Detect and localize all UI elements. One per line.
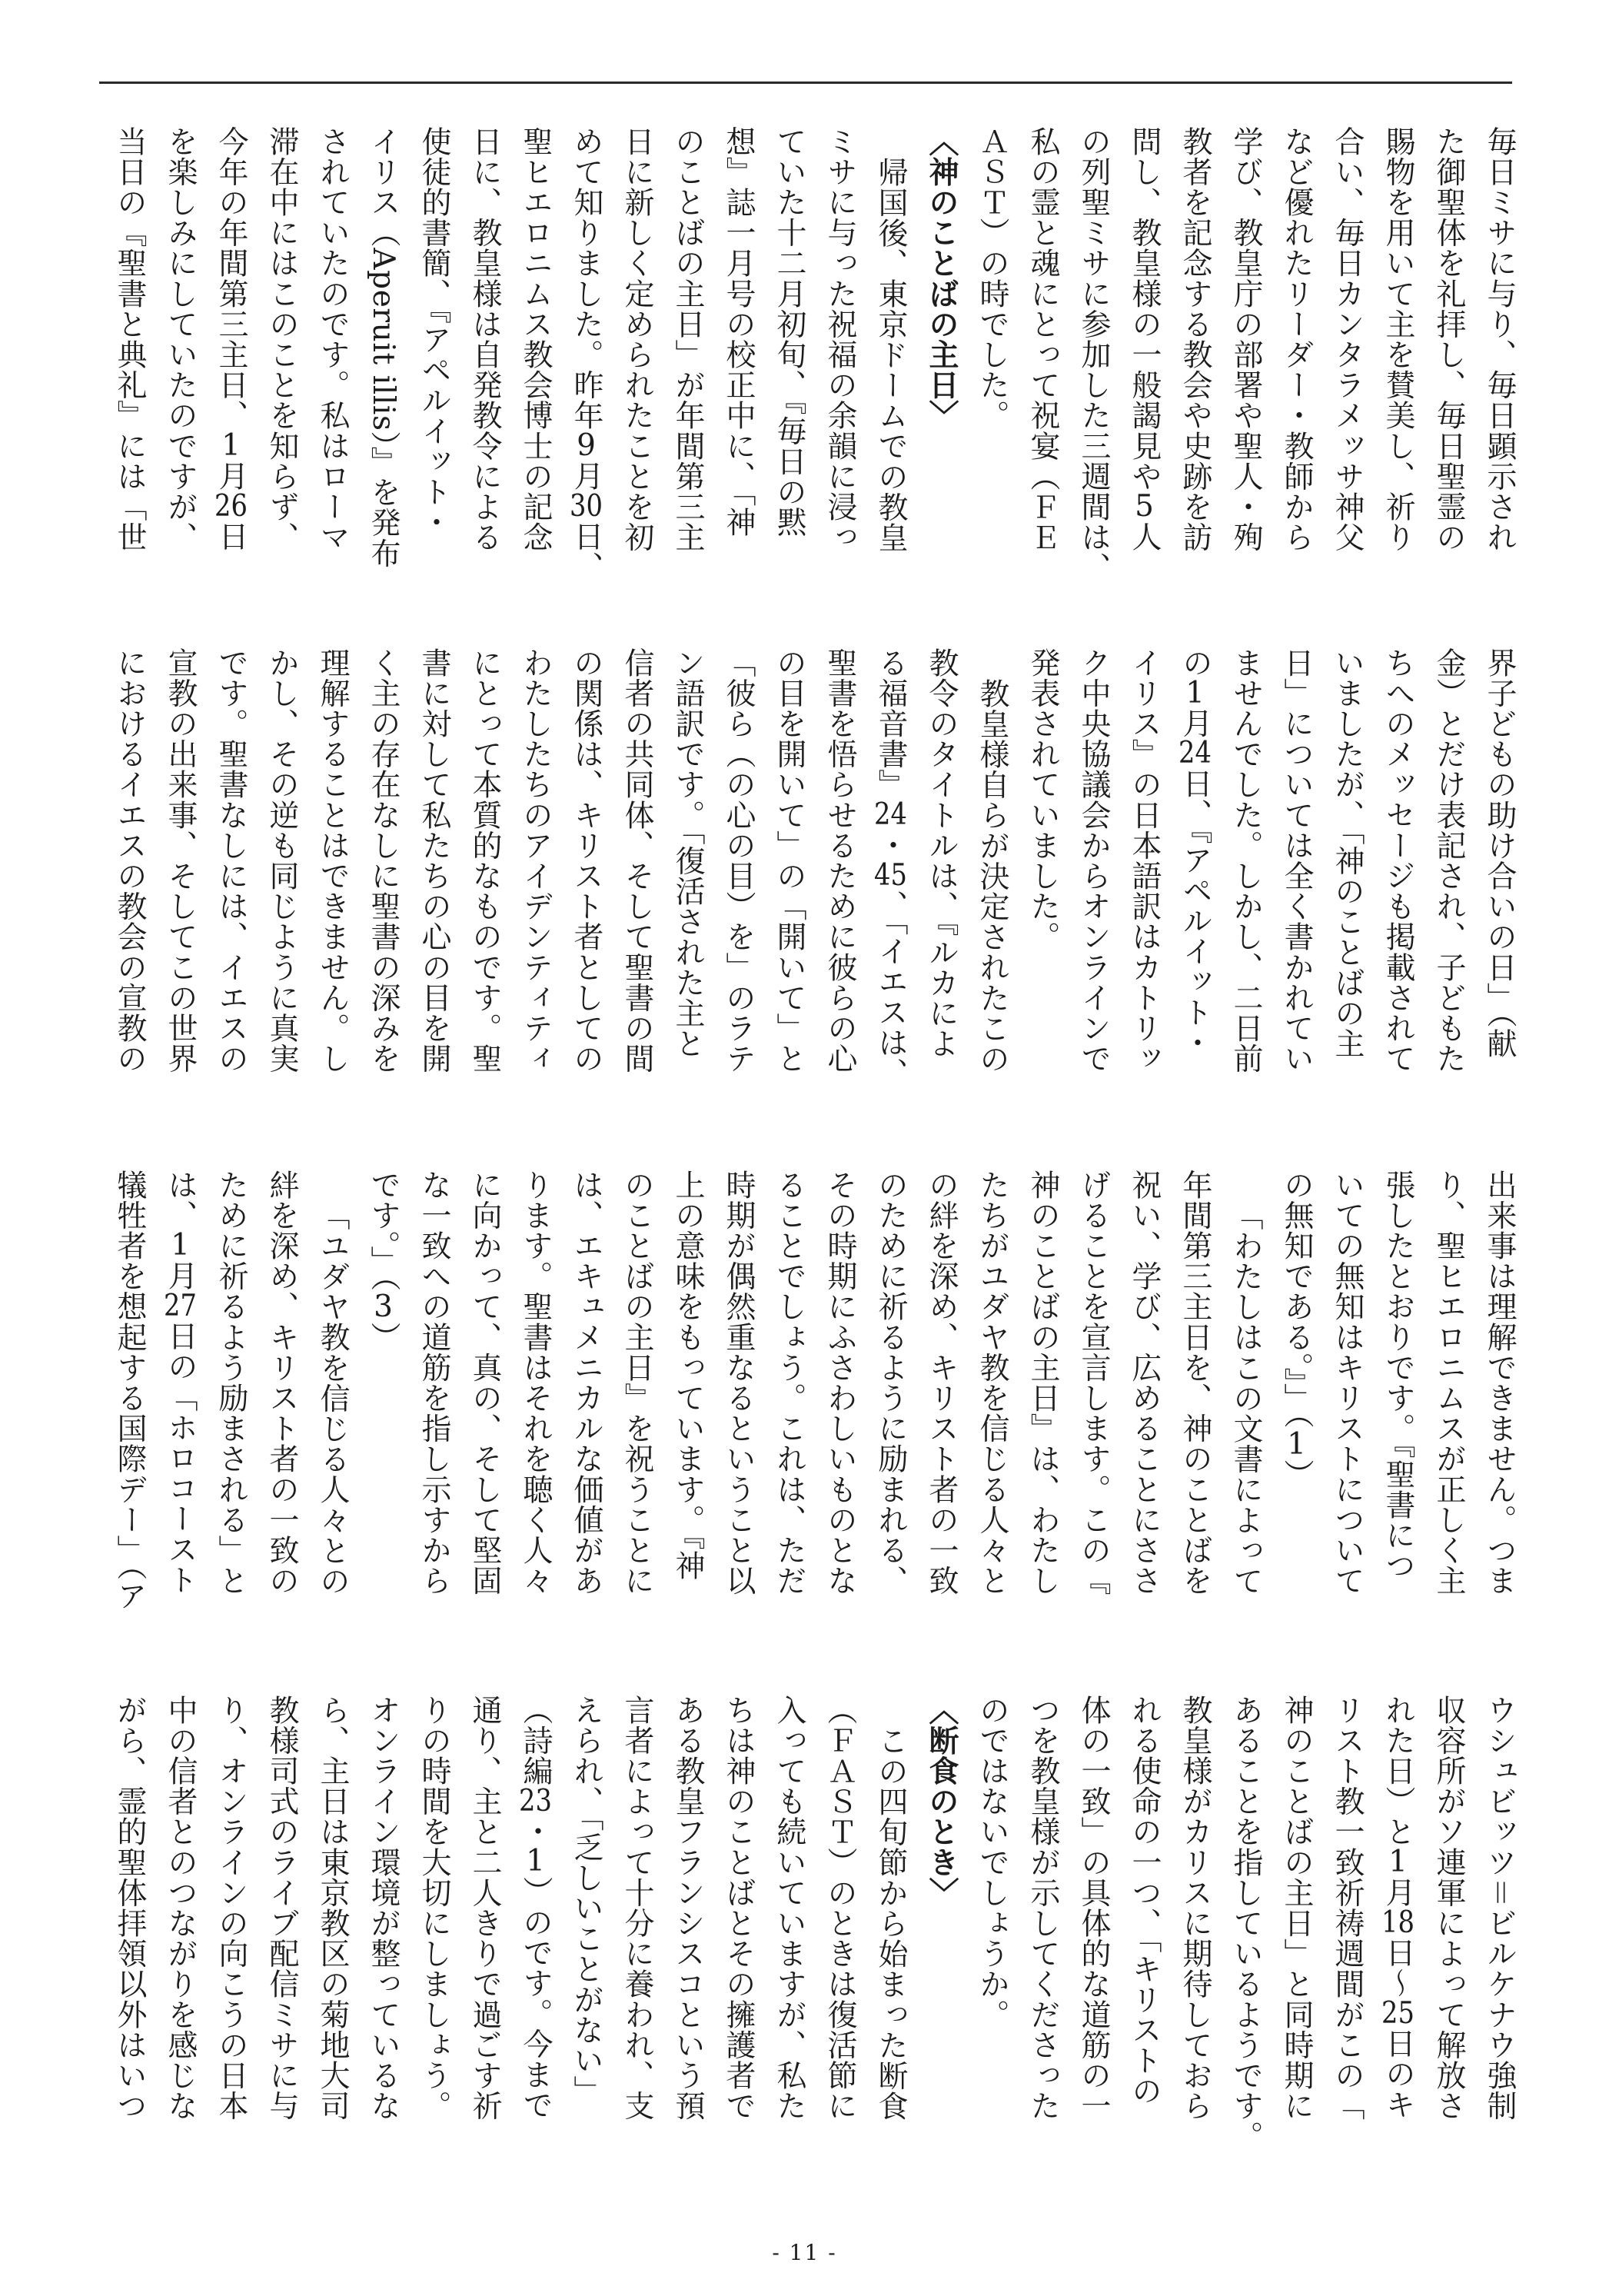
upright-number: 27 (164, 1290, 197, 1321)
upright-number: 1 (526, 1846, 545, 1877)
text-column: たちがユダヤ教を信じる人々と (975, 1170, 1009, 1596)
text-column: 「わたしはこの文書によって (1228, 1200, 1263, 1596)
text-column: 教様司式のライブ配信ミサに与 (264, 1695, 299, 2121)
text-column: は、1月27日の「ホロコースト (163, 1170, 198, 1596)
text-column: オンライン環境が整っているな (366, 1695, 401, 2121)
text-column: 収容所がソ連軍によって解放さ (1431, 1695, 1466, 2121)
text-column: 理解することはできません。し (315, 647, 350, 1074)
text-column: 毎日ミサに与り、毎日顕示され (1482, 126, 1517, 553)
text-column: 帰国後、東京ドームでの教皇 (873, 156, 908, 553)
text-column: わたしたちのアイデンティティ (518, 647, 553, 1074)
text-column: ために祈るよう励まされる」と (214, 1170, 248, 1596)
text-column: 「ユダヤ教を信じる人々との (315, 1200, 350, 1596)
text-column: です。」（3） (366, 1170, 401, 1353)
text-column: におけるイエスの教会の宣教の (112, 647, 147, 1074)
text-column: 中の信者とのつながりを感じな (163, 1695, 198, 2121)
upright-number: 1 (1185, 677, 1205, 708)
text-column: 当日の『聖書と典礼』には「世 (112, 126, 147, 553)
text-column: 神のことばの主日』は、わたし (1026, 1170, 1060, 1596)
text-column: 想』誌一月号の校正中に、「神 (721, 126, 756, 537)
text-column: れる使命の一つ、「キリストの (1127, 1695, 1162, 2106)
text-column: 日」については全く書かれてい (1279, 647, 1314, 1074)
upright-number: 9 (577, 431, 596, 461)
top-rule (99, 82, 1512, 84)
text-column: 使徒的書簡、『アペルイット・ (417, 126, 451, 537)
text-column: の列聖ミサに参加した三週間は、 (1076, 126, 1111, 583)
text-column: 絆を深め、キリスト者の一致の (264, 1170, 299, 1596)
text-column: 時期が偶然重なるということ以 (721, 1170, 756, 1596)
text-column: 学び、教皇庁の部署や聖人・殉 (1228, 126, 1263, 553)
text-column: 入っても続いていますが、私た (772, 1695, 806, 2121)
text-column: 日に新しく定められたことを初 (620, 126, 654, 553)
text-column: その時期にふさわしいものとな (823, 1170, 857, 1596)
upright-number: 45 (874, 860, 907, 890)
text-column: のために祈るように励まれる、 (873, 1170, 908, 1596)
text-column: （詩編23・1）のです。今まで (518, 1695, 553, 2121)
text-column: に向かって、真の、そして堅固 (467, 1170, 502, 1596)
text-column: ちは神のことばとその擁護者で (721, 1695, 756, 2121)
text-column: されていたのです。私はローマ (315, 126, 350, 553)
upright-number: 3 (374, 1292, 393, 1322)
text-column: かし、その逆も同じように真実 (264, 647, 299, 1074)
text-column: 上の意味をもっています。『神 (670, 1170, 705, 1581)
text-column: 私の霊と魂にとって祝宴（ＦＥ (1026, 126, 1060, 553)
text-column: り、オンラインの向こうの日本 (214, 1695, 248, 2121)
text-column: 書に対して私たちの心の目を開 (417, 647, 451, 1074)
text-column: 教皇様がカリスに期待しておら (1178, 1695, 1212, 2121)
text-column: 通り、主と二人きりで過ごす祈 (467, 1695, 502, 2121)
text-column: 金）とだけ表記され、子どもた (1431, 647, 1466, 1074)
text-column: 合い、毎日カンタラメッサ神父 (1330, 126, 1365, 553)
text-column: 犠牲者を想起する国際デー」（ア (112, 1170, 147, 1612)
text-column: 「彼ら（の心の目）を」のラテ (721, 647, 756, 1074)
text-column: を楽しみにしていたのですが、 (163, 126, 198, 553)
text-column: イリス（Aperuit illis）』を発布 (366, 126, 401, 569)
text-column: れた日）と1月18日～25日のキ (1381, 1695, 1415, 2120)
text-column: 賜物を用いて主を賛美し、祈り (1381, 126, 1415, 553)
upright-number: 30 (570, 491, 603, 521)
text-column: りの時間を大切にしましょう。 (417, 1695, 451, 2121)
upright-number: 25 (1381, 1998, 1415, 2028)
text-tier-2 (104, 647, 1524, 1089)
text-column: た御聖体を礼拝し、毎日聖霊の (1431, 126, 1466, 553)
text-column: にとって本質的なものです。聖 (467, 647, 502, 1074)
text-column: ていた十二月初旬、『毎日の黙 (772, 126, 806, 537)
text-column: な一致への道筋を指し示すから (417, 1170, 451, 1596)
text-column: ることでしょう。これは、ただ (772, 1170, 806, 1596)
text-column: り、聖ヒエロニムスが正しく主 (1431, 1170, 1466, 1596)
upright-number: 1 (1287, 1429, 1306, 1459)
text-column: など優れたリーダー・教師から (1279, 126, 1314, 553)
text-column: いましたが、「神のことばの主 (1330, 647, 1365, 1059)
text-column: の絆を深め、キリスト者の一致 (924, 1170, 959, 1596)
upright-number: 1 (171, 1230, 190, 1261)
text-tier-4 (104, 1695, 1524, 2151)
text-column: 発表されていました。 (1026, 647, 1060, 952)
text-column: のことばの主日」が年間第三主 (670, 126, 705, 553)
text-column: 体の一致」の具体的な道筋の一 (1076, 1695, 1111, 2121)
text-column: この四旬節から始まった断食 (873, 1725, 908, 2121)
text-column: えられ、「乏しいことがない」 (569, 1695, 603, 2106)
text-column: 今年の年間第三主日、1月26日 (214, 126, 248, 552)
text-column: 教者を記念する教会や史跡を訪 (1178, 126, 1212, 553)
text-column: イリス』の日本語訳はカトリッ (1127, 647, 1162, 1074)
text-column: あることを指しているようです。 (1228, 1695, 1263, 2151)
upright-number: 18 (1381, 1907, 1415, 1938)
text-column: ク中央協議会からオンラインで (1076, 647, 1111, 1074)
text-column: る福音書』24・45、「イエスは、 (873, 647, 908, 1089)
text-column: がら、霊的聖体拝領以外はいつ (112, 1695, 147, 2121)
text-column: 聖書を悟らせるために彼らの心 (823, 647, 857, 1074)
section-heading: 〈断食のとき〉 (924, 1695, 959, 1908)
upright-number: 1 (1388, 1847, 1408, 1877)
text-column: げることを宣言します。この『 (1076, 1170, 1111, 1596)
text-column: 張したとおりです。『聖書につ (1381, 1170, 1415, 1581)
upright-number: 24 (1178, 738, 1212, 769)
text-column: の1月24日、『アペルイット・ (1178, 647, 1212, 1058)
page-number: - 11 - (772, 2240, 837, 2265)
text-column: ＡＳＴ）の時でした。 (975, 126, 1009, 431)
text-column: 年間第三主日を、神のことばを (1178, 1170, 1212, 1596)
text-column: の関係は、キリスト者としての (569, 647, 603, 1074)
text-column: ちへのメッセージも掲載されて (1381, 647, 1415, 1074)
text-column: 聖ヒエロニムス教会博士の記念 (518, 126, 553, 553)
text-column: ミサに与った祝福の余韻に浸っ (823, 126, 857, 553)
text-column: 問し、教皇様の一般謁見や5人 (1127, 126, 1162, 552)
text-tier-1 (104, 126, 1524, 583)
upright-number: 1 (221, 431, 241, 461)
text-column: 信者の共同体、そして聖書の間 (620, 647, 654, 1074)
text-column: 教皇様自らが決定されたこの (975, 677, 1009, 1074)
text-column: 出来事は理解できません。つま (1482, 1170, 1517, 1596)
text-column: いての無知はキリストについて (1330, 1170, 1365, 1596)
text-column: ります。聖書はそれを聴く人々 (518, 1170, 553, 1596)
section-heading: 〈神のことばの主日〉 (924, 126, 959, 431)
text-column: 滞在中にはこのことを知らず、 (264, 126, 299, 553)
text-column: 神のことばの主日」と同時期に (1279, 1695, 1314, 2121)
text-column: 界子どもの助け合いの日」（献 (1482, 647, 1517, 1059)
text-column: です。聖書なしには、イエスの (214, 647, 248, 1074)
upright-number: 5 (1135, 491, 1154, 522)
text-column: めて知りました。昨年9月30日、 (569, 126, 603, 582)
text-column: ませんでした。しかし、二日前 (1228, 647, 1263, 1074)
upright-number: 24 (874, 800, 907, 830)
text-column: は、エキュメニカルな価値があ (569, 1170, 603, 1596)
text-column: の目を開いて」の「開いて」と (772, 647, 806, 1074)
text-column: つを教皇様が示してくださった (1026, 1695, 1060, 2121)
text-column: ウシュビッツ＝ビルケナウ強制 (1482, 1695, 1517, 2121)
text-column: 宣教の出来事、そしてこの世界 (163, 647, 198, 1074)
text-tier-3 (104, 1170, 1524, 1612)
upright-number: 26 (214, 491, 248, 521)
text-column: の無知である。』」（1） (1279, 1170, 1314, 1490)
text-column: のことばの主日』を祝うことに (620, 1170, 654, 1596)
text-column: 祝い、学び、広めることにささ (1127, 1170, 1162, 1596)
text-column: ら、主日は東京教区の菊地大司 (315, 1695, 350, 2121)
text-column: ある教皇フランシスコという預 (670, 1695, 705, 2121)
text-column: のではないでしょうか。 (975, 1695, 1009, 2030)
text-column: 言者によって十分に養われ、支 (620, 1695, 654, 2121)
upright-number: 23 (519, 1785, 552, 1816)
text-column: 教令のタイトルは、『ルカによ (924, 647, 959, 1059)
text-column: （ＦＡＳＴ）のときは復活節に (823, 1695, 857, 2121)
text-column: く主の存在なしに聖書の深みを (366, 647, 401, 1074)
text-column: リスト教一致祈祷週間がこの「 (1330, 1695, 1365, 2121)
text-column: 日に、教皇様は自発教令による (467, 126, 502, 553)
text-column: ン語訳です。「復活された主と (670, 647, 705, 1059)
